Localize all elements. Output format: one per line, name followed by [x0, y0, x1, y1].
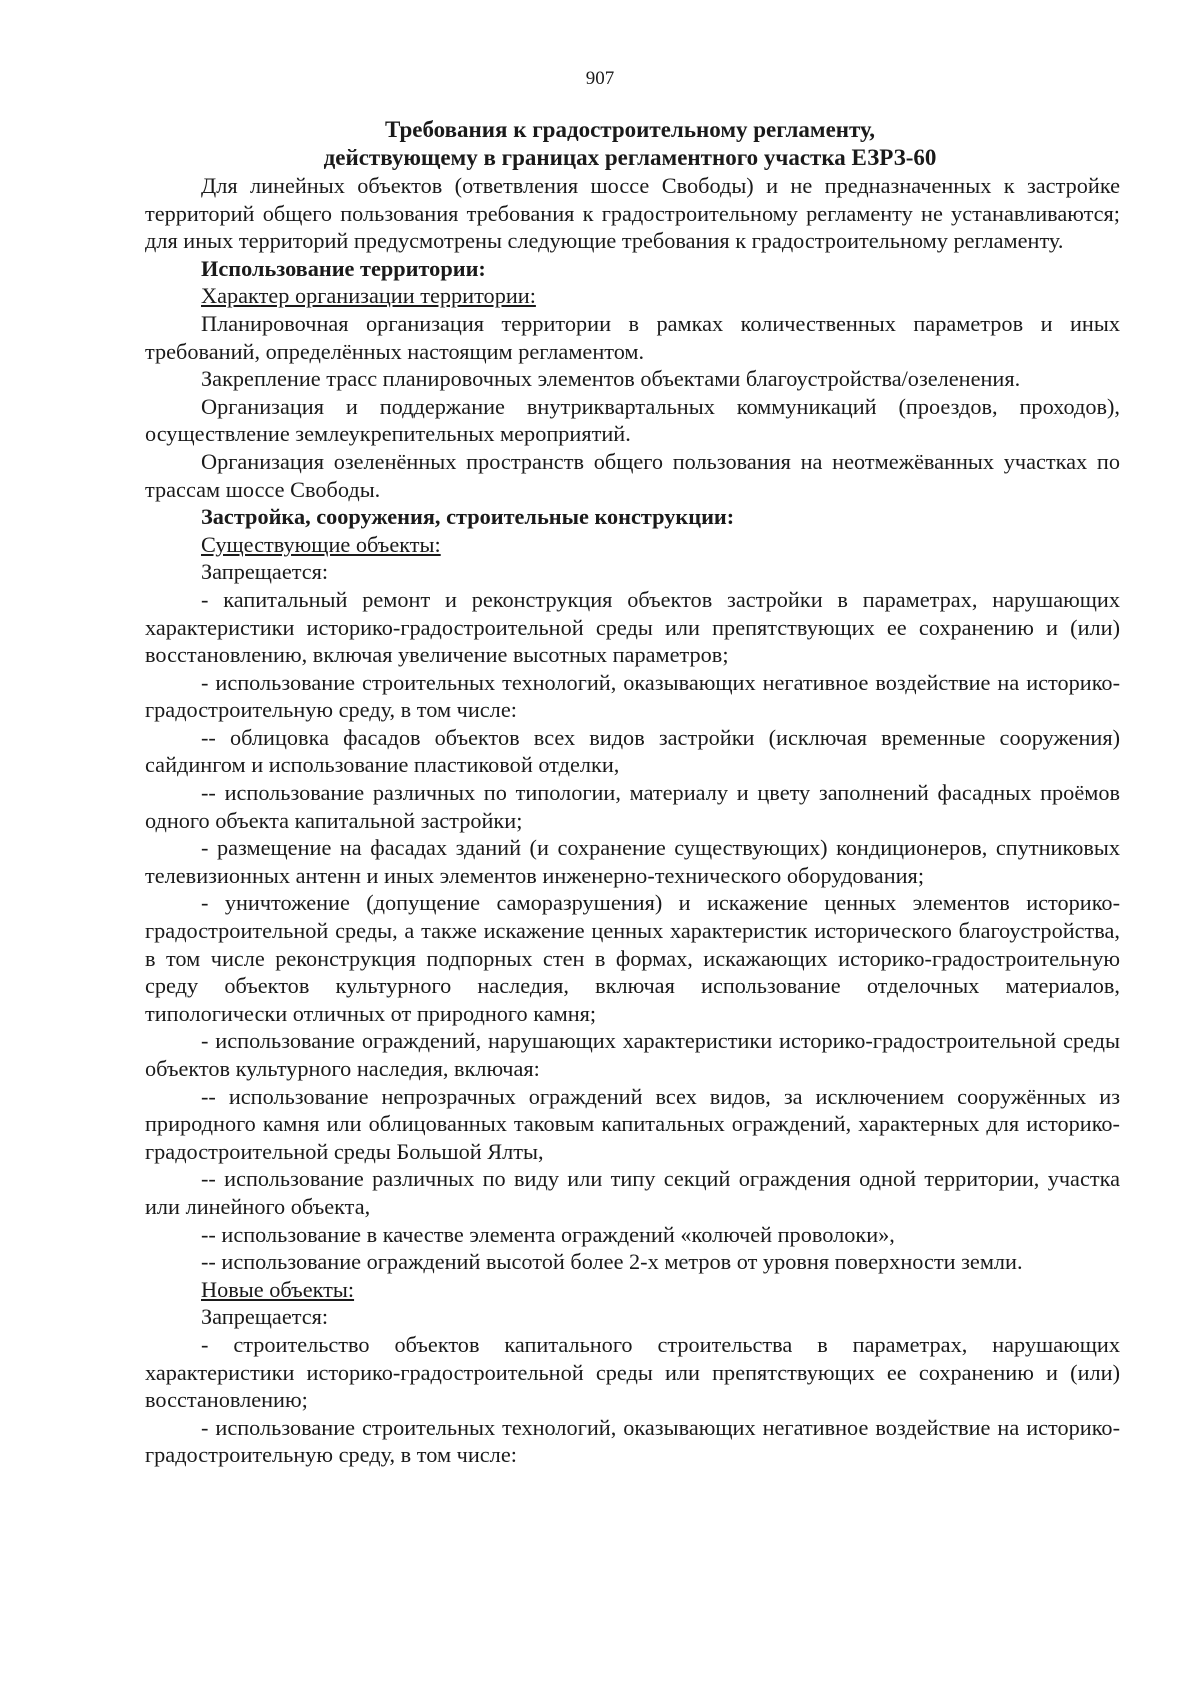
list-item: - использование строительных технологий, оказывающих негативное воздействие на историко-градостроительную среду, в том числе: [145, 669, 1120, 723]
list-item: - строительство объектов капитального строительства в параметрах, нарушающих характеристики историко-градостроительной среды или препятствующих ее сохранению и (или) восстановлению; [145, 1331, 1120, 1413]
list-item: - использование строительных технологий, оказывающих негативное воздействие на историко-градостроительную среду, в том числе: [145, 1414, 1120, 1468]
subsection-heading: Существующие объекты: [201, 531, 441, 557]
paragraph: Организация озеленённых пространств общего пользования на неотмежёванных участках по трассам шоссе Свободы. [145, 448, 1120, 502]
page-number: 907 [585, 68, 615, 89]
document-body [145, 172, 1120, 1469]
paragraph: Запрещается: [201, 1304, 329, 1330]
paragraph: Для линейных объектов (ответвления шоссе Свободы) и не предназначенных к застройке территорий общего пользования требования к градостроительному регламенту не устанавливаются; для иных территорий предусмотрены следующие требования к градостроительному регламенту. [145, 173, 1120, 254]
list-item: - размещение на фасадах зданий (и сохранение существующих) кондиционеров, спутниковых телевизионных антенн и иных элементов инженерно-технического оборудования; [145, 835, 1120, 888]
section-heading: Застройка, сооружения, строительные конструкции: [201, 504, 735, 530]
document-title [145, 116, 1115, 172]
list-item: -- использование различных по виду или типу секций ограждения одной территории, участка или линейного объекта, [145, 1166, 1120, 1219]
title-line-2: действующему в границах регламентного участка ЕЗРЗ-60 [323, 145, 937, 170]
list-item: - капитальный ремонт и реконструкция объектов застройки в параметрах, нарушающих характеристики историко-градостроительной среды или препятствующих ее сохранению и (или) восстановлению, включая увеличение высотных параметров; [145, 586, 1120, 668]
list-item: - использование ограждений, нарушающих характеристики историко-градостроительной среды объектов культурного наследия, включая: [145, 1028, 1120, 1081]
paragraph: Закрепление трасс планировочных элементов объектами благоустройства/озеленения. [201, 366, 1021, 392]
subsection-heading: Новые объекты: [201, 1276, 355, 1302]
section-heading: Использование территории: [201, 255, 486, 281]
paragraph: Запрещается: [201, 559, 329, 585]
list-item: -- облицовка фасадов объектов всех видов застройки (исключая временные сооружения) сайдингом и использование пластиковой отделки, [145, 724, 1120, 778]
title-line-1: Требования к градостроительному регламенту, [385, 117, 875, 142]
list-item: -- использование непрозрачных ограждений всех видов, за исключением сооружённых из природного камня или облицованных таковым капитальных ограждений, характерных для историко-градостроительной среды Большой Ялты, [145, 1083, 1120, 1164]
list-item: -- использование в качестве элемента ограждений «колючей проволоки», [201, 1221, 895, 1247]
paragraph: Планировочная организация территории в рамках количественных параметров и иных требований, определённых настоящим регламентом. [145, 310, 1120, 364]
list-item: -- использование ограждений высотой более 2-х метров от уровня поверхности земли. [201, 1249, 1023, 1275]
list-item: - уничтожение (допущение саморазрушения) и искажение ценных элементов историко-градостроительной среды, а также искажение ценных характеристик исторического благоустройства, в том числе реконструкция подпорных стен в формах, искажающих историко-градостроительную среду объектов культурного наследия, включая использование отделочных материалов, типологически отличных от природного камня; [145, 890, 1120, 1026]
subsection-heading: Характер организации территории: [201, 283, 536, 309]
list-item: -- использование различных по типологии, материалу и цвету заполнений фасадных проёмов одного объекта капитальной застройки; [145, 780, 1120, 833]
paragraph: Организация и поддержание внутриквартальных коммуникаций (проездов, проходов), осуществление землеукрепительных мероприятий. [145, 393, 1120, 447]
